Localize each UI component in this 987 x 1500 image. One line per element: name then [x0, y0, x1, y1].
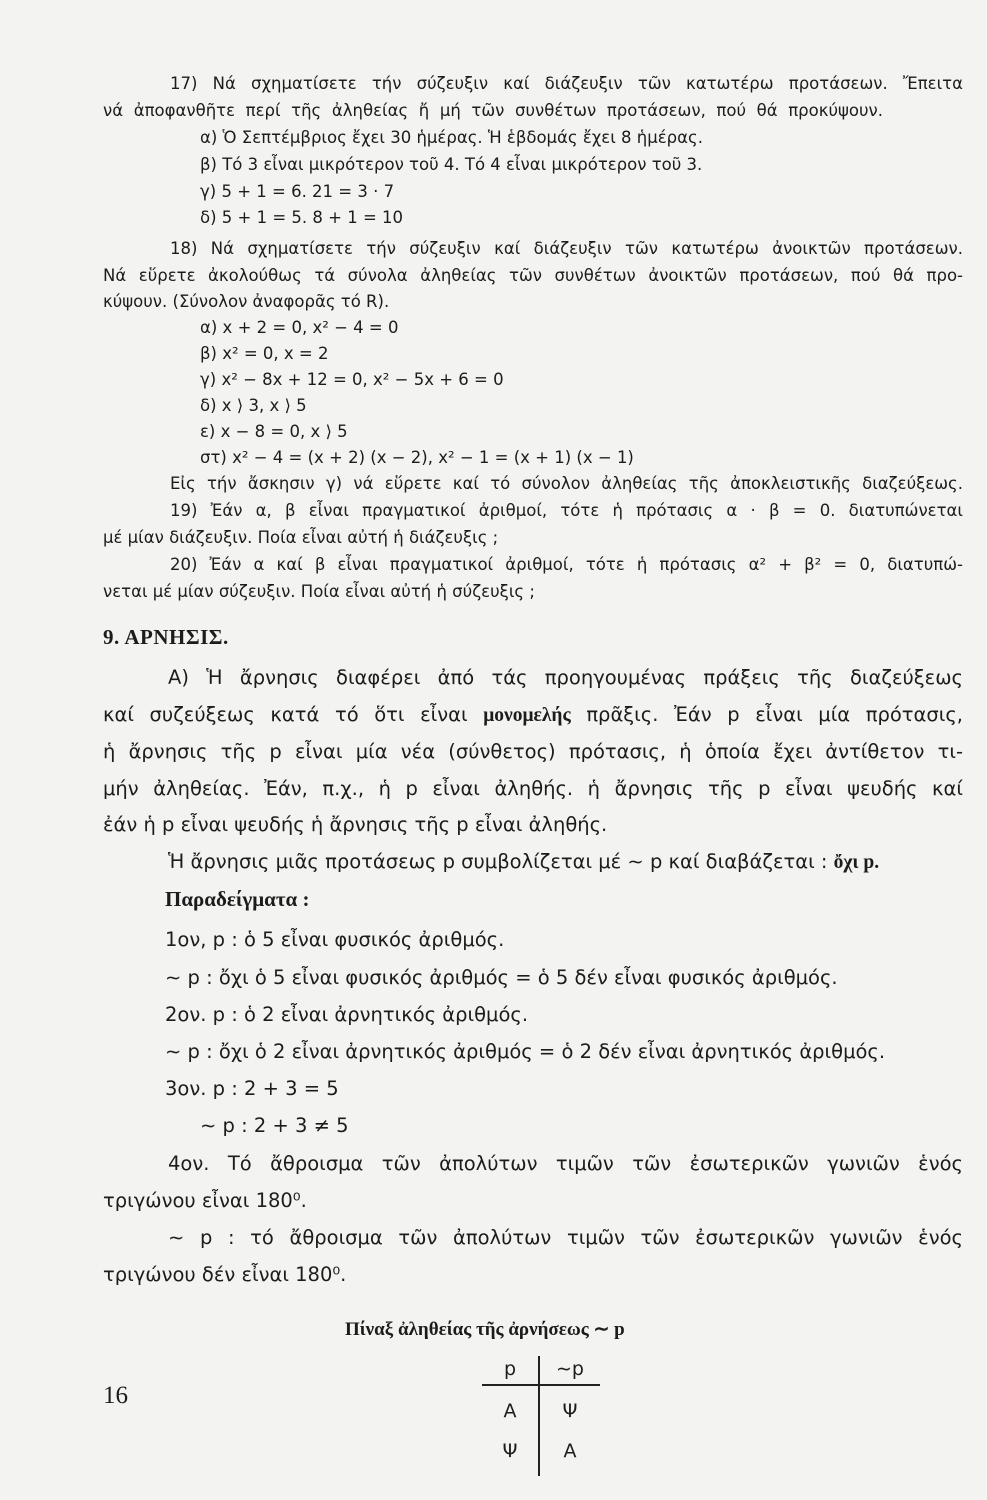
truth-table-cell: Α	[563, 1440, 577, 1462]
para-a-term-ochi-p: ὄχι p.	[833, 852, 880, 873]
example-4-line2: τριγώνου εἶναι 180⁰.	[103, 1189, 307, 1212]
example-2-negation: ∼ p : ὄχι ὁ 2 εἶναι ἀρνητικός ἀριθμός = ὁ 2 δέν εἶναι ἀρνητικός ἀριθμός.	[165, 1040, 886, 1063]
para-a-line1: Α) Ἡ ἄρνησις διαφέρει ἀπό τάς προηγουμένας πράξεις τῆς διαζεύξεως	[168, 666, 963, 689]
example-4-negation-line1: ∼ p : τό ἄθροισμα τῶν ἀπολύτων τιμῶν τῶν ἐσωτερικῶν γωνιῶν ἑνός	[168, 1226, 963, 1249]
ex20-line2: νεται μέ μίαν σύζευξιν. Ποία εἶναι αὐτή ἡ σύζευξις ;	[103, 582, 535, 601]
truth-table-vertical-rule	[538, 1356, 540, 1476]
truth-table-title: Πίναξ ἀληθείας τῆς ἀρνήσεως ∼ p	[345, 1319, 625, 1340]
examples-heading: Παραδείγματα :	[165, 887, 310, 911]
ex18-item-b: β) x² = 0, x = 2	[200, 344, 329, 363]
ex17-line1: 17) Νά σχηματίσετε τήν σύζευξιν καί διάζευξιν τῶν κατωτέρω προτάσεων. Ἔπειτα	[170, 74, 963, 93]
ex17-line2: νά ἀποφανθῆτε περί τῆς ἀληθείας ἤ μή τῶν συνθέτων προτάσεων, πού θά προκύψουν.	[103, 101, 883, 120]
example-3-negation: ∼ p : 2 + 3 ≠ 5	[200, 1114, 349, 1137]
truth-table-cell: Ψ	[502, 1440, 518, 1462]
ex17-item-d: δ) 5 + 1 = 5. 8 + 1 = 10	[200, 208, 404, 227]
ex18-line1: 18) Νά σχηματίσετε τήν σύζευξιν καί διάζευξιν τῶν κατωτέρω ἀνοικτῶν προτάσεων.	[170, 239, 963, 258]
ex17-item-c: γ) 5 + 1 = 6. 21 = 3 · 7	[200, 182, 395, 201]
example-1: 1ον, p : ὁ 5 εἶναι φυσικός ἀριθμός.	[165, 928, 505, 951]
para-a-line2	[103, 703, 963, 727]
para-a-line2-post: πρᾶξις. Ἐάν p εἶναι μία πρότασις,	[570, 703, 963, 726]
para-a-line3: ἡ ἄρνησις τῆς p εἶναι μία νέα (σύνθετος) πρότασις, ἡ ὁποία ἔχει ἀντίθετον τι-	[103, 740, 963, 763]
example-4-line1: 4ον. Τό ἄθροισμα τῶν ἀπολύτων τιμῶν τῶν ἐσωτερικῶν γωνιῶν ἑνός	[168, 1152, 963, 1175]
ex17-item-a: α) Ὁ Σεπτέμβριος ἔχει 30 ἡμέρας. Ἡ ἑβδομάς ἔχει 8 ἡμέρας.	[200, 128, 703, 147]
para-a-line6-pre: Ἡ ἄρνησις μιᾶς προτάσεως p συμβολίζεται μέ ∼ p καί διαβάζεται :	[168, 850, 834, 873]
ex18-line3: κύψουν. (Σύνολον ἀναφορᾶς τό R).	[103, 292, 390, 311]
truth-table-horizontal-rule	[482, 1384, 600, 1386]
example-3: 3ον. p : 2 + 3 = 5	[165, 1077, 339, 1100]
truth-table-cell: Α	[503, 1400, 517, 1422]
truth-table-header-not-p: ∼p	[556, 1358, 584, 1380]
ex18-line2: Νά εὕρετε ἀκολούθως τά σύνολα ἀληθείας τῶν συνθέτων ἀνοικτῶν προτάσεων, πού θά προ-	[103, 266, 963, 285]
para-a-line2-pre: καί συζεύξεως κατά τό ὅτι εἶναι	[103, 703, 484, 726]
truth-table	[480, 1356, 610, 1486]
ex18-item-e: ε) x − 8 = 0, x ⟩ 5	[200, 422, 348, 441]
para-a-line4: μήν ἀληθείας. Ἐάν, π.χ., ἡ p εἶναι ἀληθής. ἡ ἄρνησις τῆς p εἶναι ψευδής καί	[103, 777, 963, 800]
ex19-line2: μέ μίαν διάζευξιν. Ποία εἶναι αὐτή ἡ διάζευξις ;	[103, 528, 499, 547]
example-2: 2ον. p : ὁ 2 εἶναι ἀρνητικός ἀριθμός.	[165, 1003, 529, 1026]
ex18-item-c: γ) x² − 8x + 12 = 0, x² − 5x + 6 = 0	[200, 370, 504, 389]
ex20-line1: 20) Ἐάν α καί β εἶναι πραγματικοί ἀριθμοί, τότε ἡ πρότασις α² + β² = 0, διατυπώ-	[170, 555, 963, 574]
page-number: 16	[103, 1382, 128, 1409]
truth-table-cell: Ψ	[562, 1400, 578, 1422]
para-a-line5: ἐάν ἡ p εἶναι ψευδής ἡ ἄρνησις τῆς p εἶναι ἀληθής.	[103, 813, 608, 836]
example-1-negation: ∼ p : ὄχι ὁ 5 εἶναι φυσικός ἀριθμός = ὁ 5 δέν εἶναι φυσικός ἀριθμός.	[165, 966, 838, 989]
truth-table-header-p: p	[503, 1358, 517, 1380]
ex18-item-d: δ) x ⟩ 3, x ⟩ 5	[200, 396, 307, 415]
ex19-line1: 19) Ἐάν α, β εἶναι πραγματικοί ἀριθμοί, τότε ἡ πρότασις α · β = 0. διατυπώνεται	[170, 501, 963, 520]
ex17-item-b: β) Τό 3 εἶναι μικρότερον τοῦ 4. Τό 4 εἶναι μικρότερον τοῦ 3.	[200, 155, 703, 174]
para-a-term-monomeles: μονομελής	[483, 705, 571, 726]
ex18-item-a: α) x + 2 = 0, x² − 4 = 0	[200, 318, 399, 337]
para-a-line6	[168, 850, 879, 874]
section-heading: 9. ΑΡΝΗΣΙΣ.	[103, 625, 229, 649]
ex18-note: Εἰς τήν ἄσκησιν γ) νά εὕρετε καί τό σύνολον ἀληθείας τῆς ἀποκλειστικῆς διαζεύξεως.	[170, 474, 963, 493]
ex18-item-f: στ) x² − 4 = (x + 2) (x − 2), x² − 1 = (x + 1) (x − 1)	[200, 448, 634, 467]
example-4-negation-line2: τριγώνου δέν εἶναι 180⁰.	[103, 1263, 347, 1286]
